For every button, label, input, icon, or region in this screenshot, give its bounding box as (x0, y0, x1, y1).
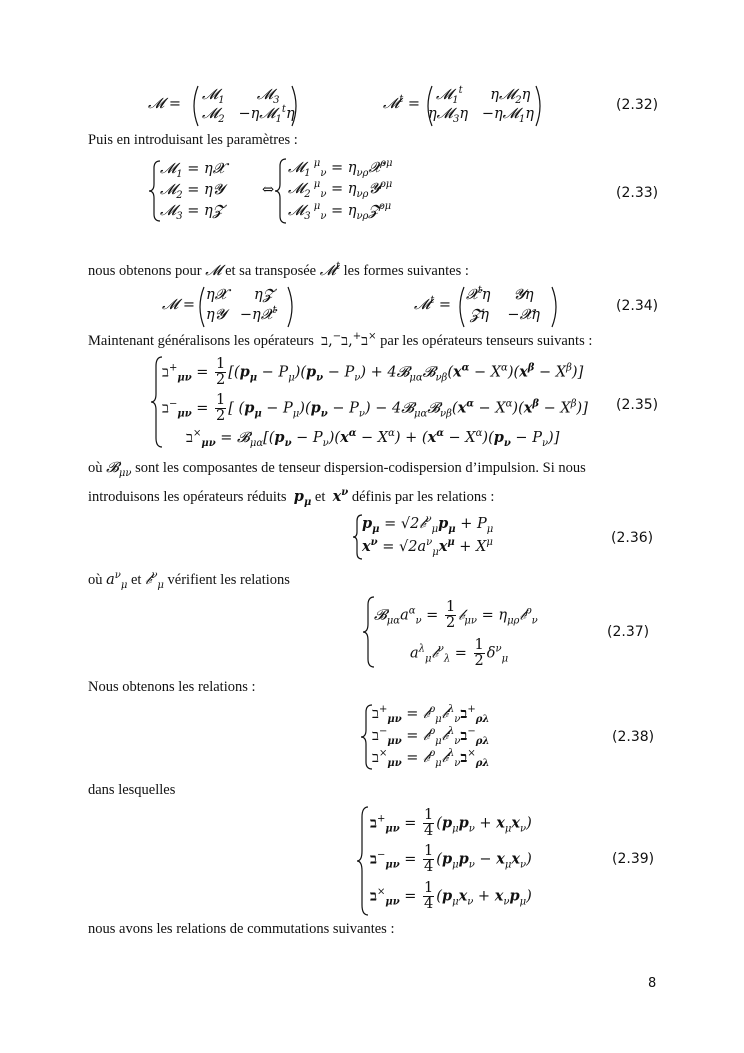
paragraph-parametres: Puis en introduisant les paramètres : (88, 132, 298, 148)
equation-2-34-right: 𝓜$^t$ = (414, 295, 452, 313)
paragraph-dans-lesquelles: dans lesquelles (88, 782, 176, 798)
eq-2-33-M3: 𝓜$_3$ = η𝓩 (160, 203, 223, 222)
eq-2-37-line2: $a^\lambda_\mu 𝒷^\nu_\lambda$ = $\frac{1}{2}$ $\delta^\nu_\mu$ (410, 637, 509, 669)
matrix-Mt-row2: η𝓜$_3$η −η𝓜$_1$η (428, 106, 534, 125)
matrix-M-row1: 𝓜$_1$ 𝓜$_3$ (202, 87, 280, 106)
eq-2-35-line1: ב+$_{\mu\nu}$ = $\frac{1}{2}$ [$(p_\mu - P_\mu)(p_\nu - P_\nu)$ + $4𝓑_{\mu\alpha}𝓑_{\nu\beta}(x^\alpha - X^\alpha)(x^\beta - X^\beta)$] (162, 356, 584, 388)
equation-number-2-34: (2.34) (616, 298, 659, 314)
equation-number-2-36: (2.36) (611, 530, 654, 546)
eq-2-37-line1: $𝓑_{\mu\alpha}a^\alpha_\nu$ = $\frac{1}{2}$ 𝒷$_{\mu\nu}$ = $\eta_{\mu\rho}𝒷^\rho_\nu$ (374, 599, 538, 631)
paragraph-commutations: nous avons les relations de commutations suivantes : (88, 921, 395, 937)
matrix-M34-row1: η𝓧 η𝓩 (206, 287, 274, 303)
paragraph-verifient: où $a^\nu_\mu$ et 𝒷$^\nu_\mu$ vérifient les relations (88, 570, 290, 591)
paragraph-operateurs-reduits: introduisons les opérateurs réduits 𝒑$_\mu$ et 𝒙$^\nu$ définis par les relations : (88, 487, 495, 508)
equation-2-34-left: 𝓜 = (162, 297, 195, 313)
eq-2-33-M3-idx: 𝓜$_3$ $^\mu_\nu = \eta_{\nu\rho}𝓩^{\rho\mu}$ (288, 201, 392, 222)
eq-2-39-line2: ב−$_{\mu\nu}$ = $\frac{1}{4}$ (𝒑$_\mu$𝒑$_\nu$ − 𝒙$_\mu$𝒙$_\nu$) (370, 843, 532, 875)
matrix-Mt-row1: 𝓜$_1^t$ η𝓜$_2$η (436, 85, 531, 106)
equation-number-2-35: (2.35) (616, 397, 659, 413)
matrix-Mt34-row1: 𝓧$^t$η 𝓨η (466, 285, 534, 303)
eq-2-33-M2: 𝓜$_2$ = η𝓨 (160, 182, 225, 201)
eq-2-38-line2: ב−$_{\mu\nu}$ = 𝒷$^\rho_\mu$𝒷$^\lambda_\nu$ב−$_{\rho\lambda}$ (372, 726, 490, 747)
eq-2-33-M1-idx: 𝓜$_1$ $^\mu_\nu = \eta_{\nu\rho}𝓧^{\rho\mu}$ (288, 158, 393, 179)
eq-2-33-M1: 𝓜$_1$ = η𝓧 (160, 161, 225, 180)
eq-2-35-line2: ב−$_{\mu\nu}$ = $\frac{1}{2}$ [ $(p_\mu - P_\mu)(p_\nu - P_\nu)$ − $4𝓑_{\mu\alpha}𝓑_{\nu\beta}(x^\alpha - X^\alpha)(x^\beta - X^\beta)$] (162, 392, 588, 424)
eq-2-36-line2: $x^\nu$ = $√2a^\nu_\mu 𝒙^\mu + X^\mu$ (362, 537, 493, 558)
eq-2-38-line3: ב×$_{\mu\nu}$ = 𝒷$^\rho_\mu$𝒷$^\lambda_\nu$ב×$_{\rho\lambda}$ (372, 748, 490, 769)
eq-2-39-line1: ב+$_{\mu\nu}$ = $\frac{1}{4}$ (𝒑$_\mu$𝒑$_\nu$ + 𝒙$_\mu$𝒙$_\nu$) (370, 807, 532, 839)
paragraph-obtenons: nous obtenons pour 𝓜 et sa transposée 𝓜$^t$ les formes suivantes : (88, 261, 469, 279)
brace-2-33-right (274, 158, 288, 224)
equation-2-32-right: 𝓜$^t$ = (383, 94, 421, 112)
equation-number-2-37: (2.37) (607, 624, 650, 640)
equation-2-32-left: 𝓜 = (148, 96, 181, 112)
page-number: 8 (648, 976, 657, 991)
paragraph-composantes: où 𝓑$_{\mu\nu}$ sont les composantes de tenseur dispersion-codispersion d’impulsion. Si nous (88, 460, 586, 479)
matrix-Mt34-row2: 𝓩η −𝓧η (470, 307, 540, 323)
matrix-M34-row2: η𝓨 −η𝓧$^t$ (206, 305, 277, 323)
equation-number-2-32: (2.32) (616, 97, 659, 113)
paragraph-generalisons: Maintenant généralisons les opérateurs ב+,ב−,ב × par les opérateurs tenseurs suivants : (88, 331, 593, 349)
equation-number-2-33: (2.33) (616, 185, 659, 201)
eq-2-39-line3: ב×$_{\mu\nu}$ = $\frac{1}{4}$ (𝒑$_\mu$𝒙$_\nu$ + 𝒙$_\nu$𝒑$_\mu$) (370, 880, 532, 912)
eq-2-33-M2-idx: 𝓜$_2$ $^\mu_\nu = \eta_{\nu\rho}𝓨^{\rho\mu}$ (288, 179, 393, 200)
eq-2-38-line1: ב+$_{\mu\nu}$ = 𝒷$^\rho_\mu$𝒷$^\lambda_\nu$ב+$_{\rho\lambda}$ (372, 704, 490, 725)
eq-2-36-line1: $p_\mu$ = √2𝒷$^\nu_\mu$𝒑$_\mu$ + $P_\mu$ (362, 514, 494, 535)
equation-number-2-39: (2.39) (612, 851, 655, 867)
eq-2-35-line3: ב×$_{\mu\nu}$ = $𝓑_{\mu\alpha}[(p_\nu - P_\nu)(x^\alpha - X^\alpha) + (x^\alpha - X^\alpha)(p_\nu - P_\nu)]$ (186, 428, 560, 449)
brace-2-39 (356, 806, 370, 916)
equivalence-arrow: ⇔ (262, 182, 275, 198)
paragraph-nous-obtenons: Nous obtenons les relations : (88, 679, 256, 695)
equation-number-2-38: (2.38) (612, 729, 655, 745)
matrix-M-row2: 𝓜$_2$ −η𝓜$_1^t$η (202, 104, 295, 125)
